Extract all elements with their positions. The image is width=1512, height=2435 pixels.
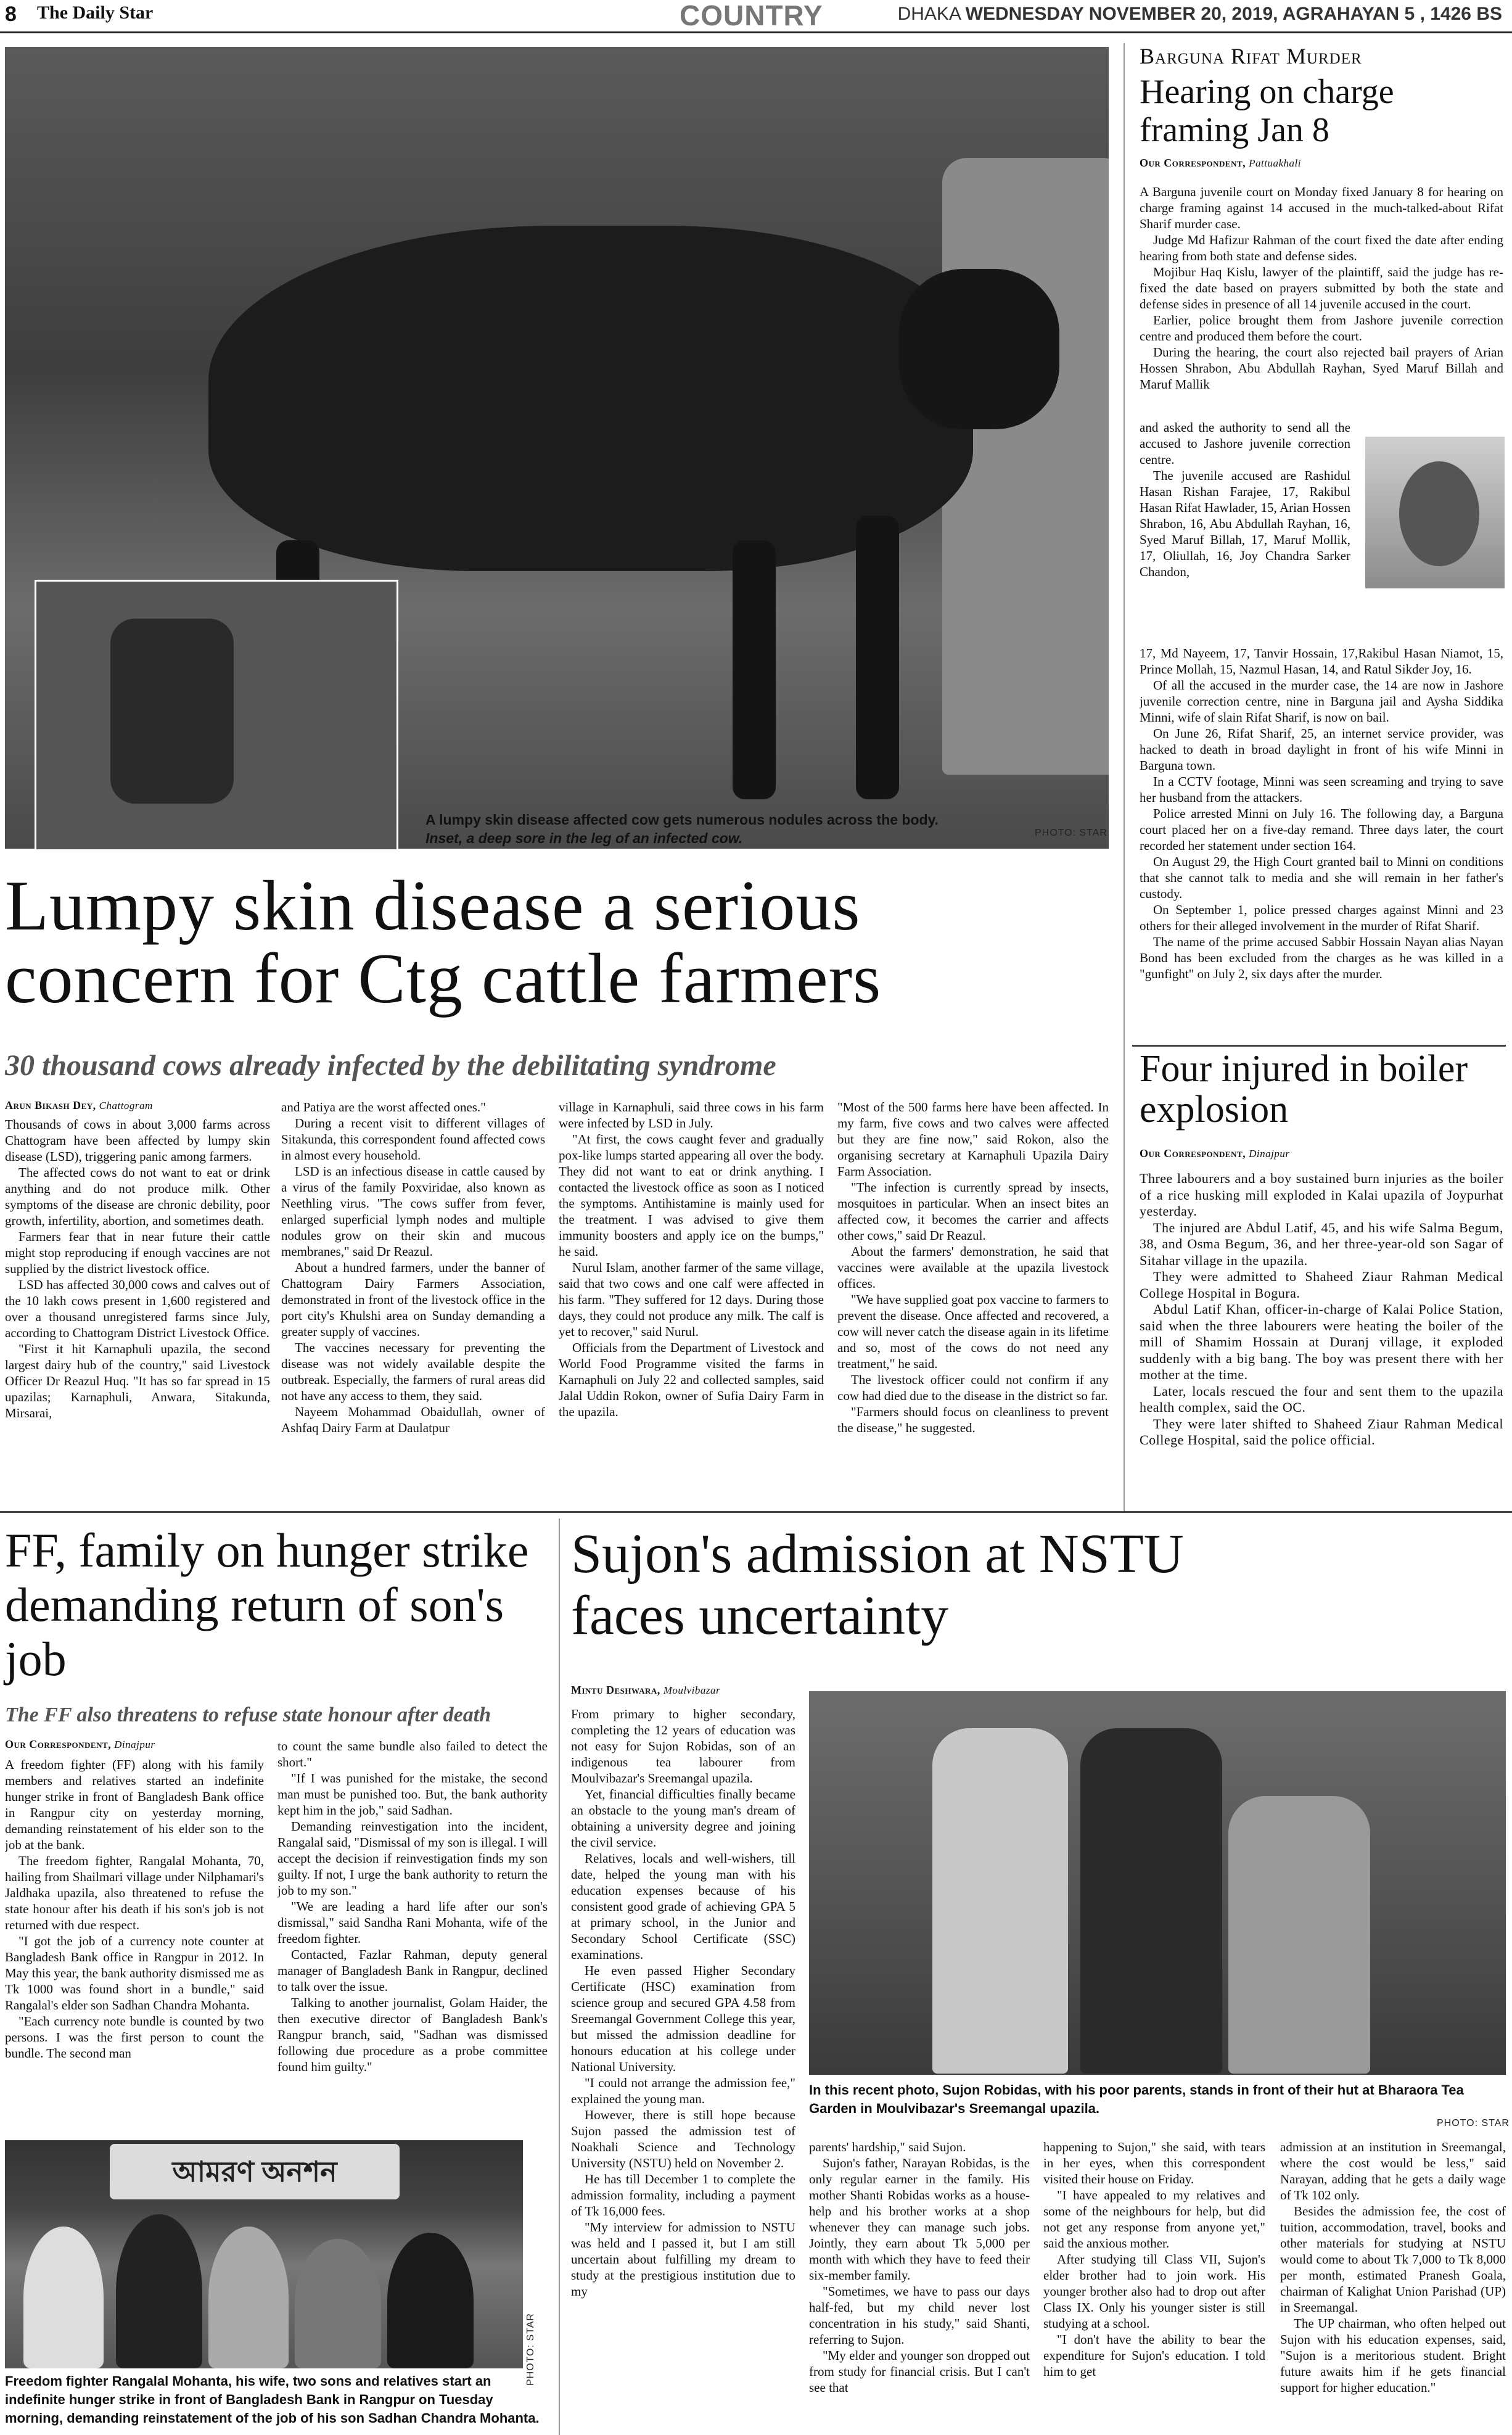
paragraph: Contacted, Fazlar Rahman, deputy general manager of Bangladesh Bank in Rangpur, declined to talk over the issue. xyxy=(277,1947,548,1994)
paragraph: The vaccines necessary for preventing the disease was not widely available despite the outbreak. Especially, the farmers of rural areas did not have any access to them, they said. xyxy=(281,1340,545,1403)
paragraph: Mojibur Haq Kislu, lawyer of the plaintiff, said the judge has re-fixed the date based on prayers submitted by both the state and defense sides in presence of all 14 juvenile accused in the court. xyxy=(1140,265,1503,311)
sujon-figure xyxy=(1080,1728,1222,2074)
paragraph: "My elder and younger son dropped out from study for financial crisis. But I can't see that xyxy=(809,2348,1030,2395)
paragraph: The livestock officer could not confirm if any cow had died due to the disease in the district so far. xyxy=(837,1372,1109,1403)
paragraph: Judge Md Hafizur Rahman of the court fixed the date after ending hearing from both state and defense sides. xyxy=(1140,233,1503,263)
headline-line: Lumpy skin disease a serious xyxy=(5,867,861,946)
lead-byline xyxy=(5,1099,153,1112)
paragraph: Nurul Islam, another farmer of the same village, said that two cows and one calf were affected in his farm. "They suffered for 12 days. During those days, they could not produce any milk. The calf is yet to recover," said Nurul. xyxy=(559,1260,824,1339)
paragraph: From primary to higher secondary, completing the 12 years of education was not easy for Sujon Robidas, son of an indigenous tea labourer from Moulvibazar's Sreemangal upazila. xyxy=(571,1707,795,1786)
person xyxy=(387,2233,474,2368)
cow-leg-sore xyxy=(110,619,234,804)
person xyxy=(23,2227,104,2368)
sujon-headline xyxy=(571,1523,1508,1647)
paragraph: Later, locals rescued the four and sent them to the upazila health complex, said the OC. xyxy=(1140,1383,1503,1415)
lead-deck: 30 thousand cows already infected by the debilitating syndrome xyxy=(5,1049,776,1082)
person xyxy=(295,2239,381,2368)
paragraph: Abdul Latif Khan, officer-in-charge of Kalai Police Station, said when the three labourers were heating the boiler of the mill of Shamim Hossain at Duranj village, it exploded suddenly with a big bang. The boy was present there with her mother at the time. xyxy=(1140,1301,1503,1382)
boiler-headline: Four injured in boiler explosion xyxy=(1140,1048,1468,1131)
hunger-byline xyxy=(5,1738,155,1751)
lead-column-3 xyxy=(559,1099,824,1486)
caption-line: A lumpy skin disease affected cow gets numerous nodules across the body. xyxy=(425,812,939,828)
paragraph: The freedom fighter, Rangalal Mohanta, 70, hailing from Shailmari village under Nilphamari's Jaldhaka upazila, also threatened to refuse the state honour after his death if his son's job is not returned with due respect. xyxy=(5,1853,264,1932)
headline-line: Sujon's admission at NSTU xyxy=(571,1523,1184,1584)
byline-name: Our Correspondent, xyxy=(1140,1147,1246,1160)
paragraph: A freedom fighter (FF) along with his family members and relatives started an indefinite hunger strike in front of Bangladesh Bank office in Rangpur city on yesterday morning, demanding reinstatement of his elder son to the job at the bank. xyxy=(5,1757,264,1852)
paragraph: village in Karnaphuli, said three cows in his farm were infected by LSD in July. xyxy=(559,1100,824,1131)
byline-place: Pattuakhali xyxy=(1249,157,1301,169)
photo-credit: PHOTO: STAR xyxy=(1437,2118,1510,2128)
paragraph: The juvenile accused are Rashidul Hasan Rishan Farajee, 17, Rakibul Hasan Rifat Hawlader, 15, Arian Hossen Shrabon, 16, Abu Abdullah Rayhan, 16, Syed Maruf Billah, 17, Maruf Mollik, 17, Oliullah, 16, Joy Chandra Sarker Chandon, xyxy=(1140,468,1350,579)
divider xyxy=(1132,1045,1506,1047)
cow-leg xyxy=(733,540,776,799)
paragraph: "Farmers should focus on cleanliness to prevent the disease," he suggested. xyxy=(837,1404,1109,1435)
sujon-family-photo xyxy=(809,1691,1506,2075)
paragraph: They were admitted to Shaheed Ziaur Rahman Medical College Hospital in Bogura. xyxy=(1140,1269,1503,1301)
paragraph: and Patiya are the worst affected ones." xyxy=(281,1100,486,1114)
page-number: 8 xyxy=(5,2,17,26)
paragraph: and asked the authority to send all the accused to Jashore juvenile correction centre. xyxy=(1140,420,1350,467)
paragraph: "I don't have the ability to bear the expenditure for Sujon's education. I told him to get xyxy=(1043,2332,1265,2379)
sujon-column-3 xyxy=(1043,2139,1265,2431)
caption-line: Inset, a deep sore in the leg of an infected cow. xyxy=(425,830,743,846)
paragraph: In a CCTV footage, Minni was seen screaming and trying to save her husband from the attackers. xyxy=(1140,774,1503,805)
dateline-city: DHAKA xyxy=(897,4,961,24)
paragraph: After studying till Class VII, Sujon's elder brother had to join work. His younger brother also had to drop out after Class IX. Only his younger sister is still studying at a school. xyxy=(1043,2252,1265,2331)
lead-column-2 xyxy=(281,1099,545,1486)
paragraph: Police arrested Minni on July 16. The following day, a Barguna court placed her on a five-day remand. Three days later, the court recorded her statement under section 164. xyxy=(1140,806,1503,853)
hunger-headline: FF, family on hunger strike demanding return of son's job xyxy=(5,1523,529,1686)
paragraph: Besides the admission fee, the cost of tuition, accommodation, travel, books and other materials for studying at NSTU would come to about Tk 7,000 to Tk 8,000 per month, estimated Pranesh Goala, chairman of Kalighat Union Parishad (UP) in Sreemangal. xyxy=(1280,2204,1506,2315)
paragraph: Demanding reinvestigation into the incident, Rangalal said, "Dismissal of my son is illegal. I will accept the decision if reinvestigation finds my son guilty. If not, I urge the bank authority to return the job to my son." xyxy=(277,1819,548,1898)
paragraph: Three labourers and a boy sustained burn injuries as the boiler of a rice husking mill exploded in Kalai upazila of Joypurhat yesterday. xyxy=(1140,1171,1503,1219)
paragraph: "I could not arrange the admission fee," explained the young man. xyxy=(571,2075,795,2106)
paragraph: "I got the job of a currency note counter at Bangladesh Bank office in Rangpur in 2012. In May this year, the bank authority dismissed me as Tk 1000 was found short in a bundle," said Rangalal's elder son Sadhan Chandra Mohanta. xyxy=(5,1934,264,2013)
photo-credit: PHOTO: STAR xyxy=(525,2313,536,2386)
paragraph: "We have supplied goat pox vaccine to farmers to prevent the disease. Once affected and recovered, a cow will never catch the disease again in its lifetime and so, most of the cows do not need any treatment," he said. xyxy=(837,1292,1109,1371)
paragraph: Officials from the Department of Livestock and World Food Programme visited the farms in Karnaphuli on July 22 and collected samples, said Jalal Uddin Rokon, owner of Sufia Dairy Farm in the upazila. xyxy=(559,1340,824,1419)
photo-credit: PHOTO: STAR xyxy=(1035,828,1107,838)
paragraph: "At first, the cows caught fever and gradually pox-like lumps started appearing all over the body. They did not want to eat or drink anything. I contacted the livestock office as soon as I noticed the symptoms. Antihistamine is mainly used for the treatment. I was advised to give them immunity boosters and apply ice on the bumps," he said. xyxy=(559,1132,824,1259)
paragraph: On September 1, police pressed charges against Minni and 23 others for their alleged involvement in the murder of Rifat Sharif. xyxy=(1140,902,1503,933)
dateline-date: WEDNESDAY NOVEMBER 20, 2019, AGRAHAYAN 5 , 1426 BS xyxy=(965,4,1502,24)
byline-place: Dinajpur xyxy=(114,1739,155,1750)
paragraph: He has till December 1 to complete the admission formality, including a payment of Tk 16,000 fees. xyxy=(571,2172,795,2219)
paragraph: parents' hardship," said Sujon. xyxy=(809,2140,966,2154)
sujon-column-2 xyxy=(809,2139,1030,2431)
hunger-photo-caption: Freedom fighter Rangalal Mohanta, his wife, two sons and relatives start an indefinite hunger strike in front of Bangladesh Bank in Rangpur on Tuesday morning, demanding reinstatement of the job of his son Sadhan Chandra Mohanta. xyxy=(5,2373,540,2426)
paragraph: On August 29, the High Court granted bail to Minni on conditions that she cannot talk to media and she will remain in her father's custody. xyxy=(1140,854,1503,901)
byline-place: Dinajpur xyxy=(1249,1148,1290,1160)
photo-banner: আমরণ অনশন xyxy=(110,2144,400,2199)
headline-line: faces uncertainty xyxy=(571,1585,949,1646)
paragraph: 17, Md Nayeem, 17, Tanvir Hossain, 17,Rakibul Hasan Niamot, 15, Prince Mollah, 15, Nazmul Hasan, 14, and Ratul Sikder Joy, 16. xyxy=(1140,646,1503,677)
sujon-byline xyxy=(571,1684,720,1697)
paragraph: Earlier, police brought them from Jashore juvenile correction centre and produced them before the court. xyxy=(1140,313,1503,344)
byline-name: Arun Bikash Dey, xyxy=(5,1099,96,1111)
paragraph: However, there is still hope because Sujon passed the admission test of Noakhali Science and Technology University (NSTU) held on November 2. xyxy=(571,2107,795,2170)
newspaper-logo: The Daily Star xyxy=(37,2,154,23)
section-title: COUNTRY xyxy=(680,0,823,31)
paragraph: On June 26, Rifat Sharif, 25, an internet service provider, was hacked to death in broad daylight in front of his wife Minni in Barguna town. xyxy=(1140,726,1503,773)
rifat-headline: Hearing on charge framing Jan 8 xyxy=(1140,73,1394,149)
headline-line: concern for Ctg cattle farmers xyxy=(5,939,882,1018)
sujon-column-4 xyxy=(1280,2139,1506,2431)
paragraph: They were later shifted to Shaheed Ziaur Rahman Medical College Hospital, said the police official. xyxy=(1140,1415,1503,1448)
rifat-kicker: Barguna Rifat Murder xyxy=(1140,44,1362,68)
lead-column-4 xyxy=(837,1099,1109,1486)
person xyxy=(208,2227,289,2368)
hunger-column-2 xyxy=(277,1738,548,2133)
paragraph: "I have appealed to my relatives and some of the neighbours for help, but did not get any response from anyone yet," said the anxious mother. xyxy=(1043,2188,1265,2251)
page-divider xyxy=(0,1511,1512,1513)
byline-name: Our Correspondent, xyxy=(1140,157,1246,169)
cow-head xyxy=(899,269,1059,429)
paragraph: Yet, financial difficulties finally became an obstacle to the young man's dream of obtaining a university degree and joining the civil service. xyxy=(571,1787,795,1850)
rifat-mugshot xyxy=(1365,437,1505,588)
lead-headline xyxy=(5,867,1115,1018)
paragraph: Thousands of cows in about 3,000 farms across Chattogram have been affected by lumpy skin disease (LSD), triggering panic among farmers. xyxy=(5,1117,270,1164)
paragraph: Sujon's father, Narayan Robidas, is the only regular earner in the family. His mother Shanti Robidas works as a house-help and his brother works at a shop whenever they can manage such jobs. Jointly, they earn about Tk 5,000 per month with which they have to feed their six-member family. xyxy=(809,2156,1030,2283)
boiler-body xyxy=(1140,1171,1503,1491)
paragraph: About the farmers' demonstration, he said that vaccines were available at the upazila livestock offices. xyxy=(837,1244,1109,1291)
rifat-byline xyxy=(1140,157,1301,170)
paragraph: The UP chairman, who often helped out Sujon with his education expenses, said, "Sujon is a meritorious student. Bright future awaits him if he gets financial support for higher education." xyxy=(1280,2316,1506,2395)
byline-name: Our Correspondent, xyxy=(5,1738,112,1750)
paragraph: "If I was punished for the mistake, the second man must be punished too. But, the bank authority kept him in the job," said Sadhan. xyxy=(277,1771,548,1818)
paragraph: Farmers fear that in near future their cattle might stop reproducing if enough vaccines are not supplied by the district livestock office. xyxy=(5,1229,270,1276)
paragraph: Talking to another journalist, Golam Haider, the then executive director of Bangladesh Bank's Rangpur branch, said, "Sadhan was dismissed following due procedure as a probe committee found him guilty." xyxy=(277,1995,548,2074)
paragraph: "The infection is currently spread by insects, mosquitoes in particular. When an insect bites an affected cow, it becomes the carrier and affects other cows," said Dr Reazul. xyxy=(837,1180,1109,1243)
rifat-body-top xyxy=(1140,184,1503,419)
hunger-deck: The FF also threatens to refuse state honour after death xyxy=(5,1704,491,1726)
paragraph: Nayeem Mohammad Obaidullah, owner of Ashfaq Dairy Farm at Daulatpur xyxy=(281,1404,545,1435)
sujon-column-1 xyxy=(571,1706,795,2431)
paragraph: LSD is an infectious disease in cattle caused by a virus of the family Poxviridae, also known as Neethling virus. "The cows suffer from fever, enlarged superficial lymph nodes and multiple nodules grow on their skin and mucous membranes," said Dr Reazul. xyxy=(281,1164,545,1259)
paragraph: "Each currency note bundle is counted by two persons. I was the first person to count the bundle. The second man xyxy=(5,2014,264,2061)
column-divider xyxy=(559,1518,560,2435)
paragraph: Of all the accused in the murder case, the 14 are now in Jashore juvenile correction centre, nine in Barguna jail and Aysha Siddika Minni, wife of slain Rifat Sharif, is now on bail. xyxy=(1140,678,1503,725)
paragraph: During the hearing, the court also rejected bail prayers of Arian Hossen Shrabon, Abu Abdullah Rayhan, Syed Maruf Billah and Maruf Mallik xyxy=(1140,345,1503,392)
sujon-photo-caption: In this recent photo, Sujon Robidas, with his poor parents, stands in front of their hut at Bharaora Tea Garden in Moulvibazar's Sreemangal upazila. xyxy=(809,2082,1464,2116)
inset-leg-photo xyxy=(35,580,398,851)
paragraph: "We are leading a hard life after our son's dismissal," said Sandha Rani Mohanta, wife of the freedom fighter. xyxy=(277,1899,548,1946)
paragraph: admission at an institution in Sreemangal, where the cost would be less," said Narayan, adding that he gets a daily wage of Tk 102 only. xyxy=(1280,2140,1506,2202)
byline-name: Mintu Deshwara, xyxy=(571,1684,660,1696)
paragraph: The injured are Abdul Latif, 45, and his wife Salma Begum, 38, and Osma Begum, 36, and her three-year-old son Sagar of Sitahar village in the upazila. xyxy=(1140,1219,1503,1268)
person xyxy=(116,2214,202,2368)
column-divider xyxy=(1124,43,1125,1511)
boiler-byline xyxy=(1140,1147,1289,1160)
paragraph: "First it hit Karnaphuli upazila, the second largest dairy hub of the country," said Livestock Officer Dr Reazul Huq. "It has so far spread in 15 upazilas; Karnaphuli, Anwara, Sitakunda, Mirsarai, xyxy=(5,1341,270,1420)
hunger-column-1 xyxy=(5,1757,264,2133)
paragraph: During a recent visit to different villages of Sitakunda, this correspondent found affected cows in almost every household. xyxy=(281,1116,545,1163)
paragraph: "Sometimes, we have to pass our days half-fed, but my child never lost concentration in his study," said Shanti, referring to Sujon. xyxy=(809,2284,1030,2347)
paragraph: About a hundred farmers, under the banner of Chattogram Dairy Farmers Association, demonstrated in front of the livestock office in the port city's Khulshi area on Sunday demanding a greater supply of vaccines. xyxy=(281,1260,545,1339)
father-figure xyxy=(932,1728,1068,2074)
paragraph: "My interview for admission to NSTU was held and I passed it, but I am still uncertain about fulfilling my dream to study at the prestigious institution due to my xyxy=(571,2220,795,2299)
paragraph: He even passed Higher Secondary Certificate (HSC) examination from science group and secured GPA 4.58 from Sreemangal Government College this year, but missed the admission deadline for honours education at his college under National University. xyxy=(571,1963,795,2074)
byline-place: Moulvibazar xyxy=(663,1684,721,1696)
paragraph: A Barguna juvenile court on Monday fixed January 8 for hearing on charge framing against 14 accused in the much-talked-about Rifat Sharif murder case. xyxy=(1140,184,1503,231)
lead-photo-caption xyxy=(425,810,968,847)
paragraph: LSD has affected 30,000 cows and calves out of the 10 lakh cows present in 1,600 registered and over a thousand unregistered farms since July, according to Chattogram District Livestock Office. xyxy=(5,1277,270,1340)
paragraph: Relatives, locals and well-wishers, till date, helped the young man with his education expenses because of his consistent good grade of achieving GPA 5 at primary school, in the Junior and Secondary School Certificate (SSC) examinations. xyxy=(571,1851,795,1962)
byline-place: Chattogram xyxy=(99,1100,153,1111)
face xyxy=(1399,461,1479,566)
lead-column-1 xyxy=(5,1116,270,1486)
paragraph: The affected cows do not want to eat or drink anything and do not produce milk. Other symptoms of the disease are chronic debility, poor growth, infertility, abortion, and sometimes death. xyxy=(5,1165,270,1228)
hunger-strike-photo xyxy=(5,2140,523,2368)
paragraph: to count the same bundle also failed to detect the short." xyxy=(277,1739,548,1770)
paragraph: "Most of the 500 farms here have been affected. In my farm, five cows and two calves were affected but they are fine now," said Rokon, also the organising secretary at Karnaphuli Upazila Dairy Farm Association. xyxy=(837,1100,1109,1179)
mother-figure xyxy=(1228,1796,1370,2074)
paragraph: happening to Sujon," she said, with tears in her eyes, when this correspondent visited their house on Friday. xyxy=(1043,2140,1265,2186)
dateline xyxy=(898,4,1502,25)
cow-leg xyxy=(856,516,899,799)
masthead xyxy=(0,0,1512,33)
rifat-body-narrow xyxy=(1140,419,1350,645)
paragraph: The name of the prime accused Sabbir Hossain Nayan alias Nayan Bond has been excluded from the charges as he was killed in a "gunfight" on July 2, six days after the murder. xyxy=(1140,934,1503,981)
rifat-body-bottom xyxy=(1140,645,1503,1030)
